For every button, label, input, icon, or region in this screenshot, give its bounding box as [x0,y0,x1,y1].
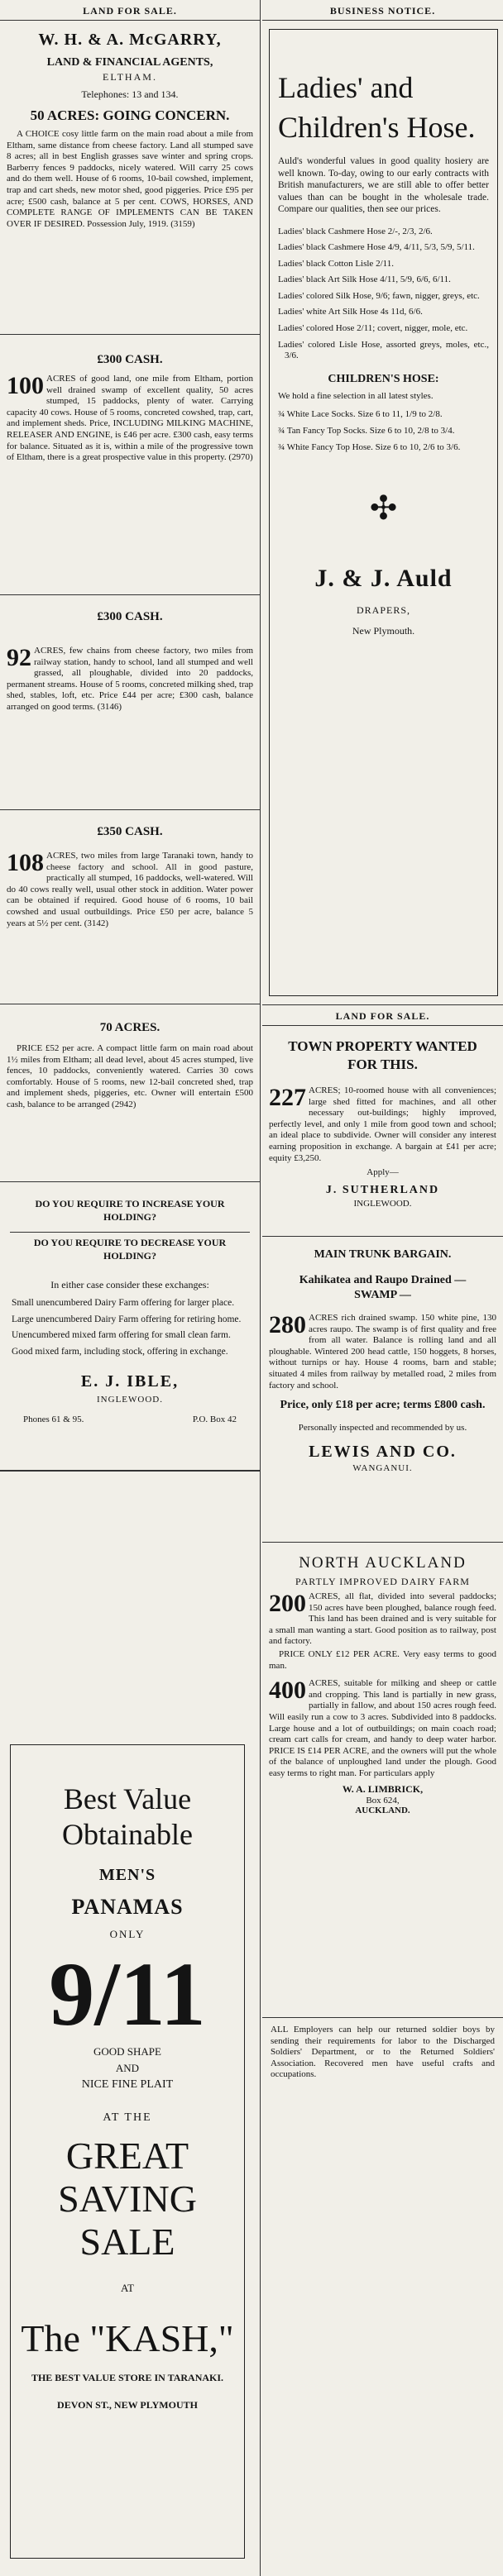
auld-ladies-item: Ladies' colored Hose 2/11; covert, nigger, mole, etc. [278,323,468,334]
ible-box: P.O. Box 42 [192,1414,237,1425]
sutherland-town: INGLEWOOD. [353,1199,412,1209]
ad-heading: 50 ACRES: GOING CONCERN. [30,107,230,123]
kash-great: GREAT [65,2135,189,2177]
lewis-subheading: Kahikatea and Raupo Drained — SWAMP — [299,1274,467,1301]
ad-body: ACRES rich drained swamp. 150 white pine, 130 acres raupo. The swamp is of first quality and free from all water. Balance is rolling land and all ploughable. Wintered 200 head cattle, 150 hoggets, 8 horses, without turnips or hay. House 4 rooms, barn and stable; situated 4 miles from railway by metalled road, 2 miles from factory and school. [269,1313,496,1391]
ad-heading: £300 CASH. [97,353,163,366]
limbrick-box: Box 624, [366,1795,400,1806]
auld-ladies-item: Ladies' black Cotton Lisle 2/11. [278,258,394,269]
kash-best-value: Best Value [63,1782,192,1815]
auld-ladies-item: Ladies' black Art Silk Hose 4/11, 5/9, 6/6, 6/11. [278,274,451,285]
ad-acreage: 100 [7,372,44,399]
lewis-heading: MAIN TRUNK BARGAIN. [314,1248,452,1261]
employers-notice: ALL Employers can help our returned soldier boys by sending their requirements for labor to the Discharged Soldiers' Department, or to the Returned Soldiers' Association. Recovered men have useful crafts and occupations. [271,2025,495,2080]
firm-town: ELTHAM. [103,71,157,83]
kash-mens: MEN'S [98,1866,156,1884]
ible-advert [0,1182,260,1472]
auld-town: New Plymouth. [352,625,415,637]
mcgarry-advert [0,21,260,335]
kash-store-name: The "KASH," [21,2317,234,2359]
advert-70-acres [0,1004,260,1182]
kash-price: 9/11 [49,1944,206,2044]
lewis-price: Price, only £18 per acre; terms £800 cash. [280,1399,486,1412]
ad-acreage: 108 [7,849,44,876]
ornament-icon: ✣ [369,489,398,527]
limbrick-name: W. A. LIMBRICK, [342,1782,424,1795]
kash-good-shape: GOOD SHAPE [93,2045,161,2058]
limbrick-subheading: PARTLY IMPROVED DAIRY FARM [295,1576,470,1587]
auld-ladies-item: Ladies' colored Lisle Hose, assorted greys, moles, etc., 3/6. [278,339,489,361]
ad-acreage: 400 [269,1677,306,1705]
kash-address: DEVON ST., NEW PLYMOUTH [57,2399,198,2411]
auld-hosiery-advert [269,29,498,996]
auld-children-item: ¾ White Lace Socks. Size 6 to 11, 1/9 to 2/8. [278,409,443,420]
auld-children-heading: CHILDREN'S HOSE: [328,372,439,385]
firm-name: W. H. & A. McGARRY, [38,31,222,49]
ible-question-increase: DO YOU REQUIRE TO INCREASE YOUR HOLDING? [35,1198,225,1223]
ible-phones: Phones 61 & 95. [23,1414,84,1425]
ad-body: ACRES of good land, one mile from Eltham, portion well drained swamp of excellent quality, 50 acres stumped, 15 paddocks, plenty of water. Carrying capacity 40 cows. House of 5 rooms, concreted cowshed, trap, cart, and implement sheds. Price, INCLUDING MILKING MACHINE, RELEASER AND ENGINE, is £46 per acre. £300 cash, easy terms for balance. Situated as it is, within a mile of the progressive town of Eltham, there is a great prospective value in this property. (2970) [7,374,253,463]
auld-title-line2: Children's Hose. [278,111,476,144]
auld-children-item: ¾ Tan Fancy Top Socks. Size 6 to 10, 2/8 to 3/4. [278,426,455,436]
ad-body: PRICE £52 per acre. A compact little farm on main road about 1½ miles from Eltham; all dead level, about 45 acres stumped, live fences, 10 paddocks, conveniently watered. Carries 30 cows comfortably. House of 5 rooms, new 12-bail concreted shed, trap and implement sheds, piggeries, etc. Owner will entertain £500 cash, balance to be arranged (2942) [7,1043,253,1109]
kash-saving: SAVING [58,2178,197,2220]
firm-subtitle: LAND & FINANCIAL AGENTS, [46,56,213,69]
advert-300-cash-100-acres [0,335,260,595]
ad-body: ACRES, all flat, divided into several paddocks; 150 acres have been ploughed, balance rough feed. This land has been drained and is very suitable for a small man wanting a start. Good position as to railway, post and factory. [269,1591,496,1647]
auld-children-intro: We hold a fine selection in all latest styles. [278,390,434,401]
kash-advert [10,1744,245,2559]
lewis-note: Personally inspected and recommended by us. [298,1423,467,1433]
auld-name: J. & J. Auld [314,565,453,593]
ad-body: ACRES, few chains from cheese factory, two miles from railway station, handy to school, land all stumped and well grassed, all ploughable, divided into 20 paddocks, permanent streams. House of 5 rooms, concreted milking shed, trap shed, stables, loft, etc. Price £44 per acre; £300 cash, balance arranged on good terms. (3146) [7,646,253,712]
limbrick-town: AUCKLAND. [355,1805,410,1815]
section-header-business-notice: BUSINESS NOTICE. [262,0,503,21]
auld-children-item: ¾ White Fancy Top Hose. Size 6 to 10, 2/6 to 3/6. [278,441,461,452]
firm-telephones: Telephones: 13 and 134. [81,88,179,100]
ible-item: Good mixed farm, including stock, offering in exchange. [12,1346,228,1357]
sutherland-apply: Apply— [366,1167,399,1178]
ad-body: ACRES, two miles from large Taranaki town, handy to cheese factory and school. All in good pasture, practically all stumped, 16 paddocks, well-watered. Will do 40 cows really well, usual other stock in addition. Water power can be obtained if required. Good house of 6 rooms, 10 bail cowshed and usual outbuildings. Price £50 per acre, balance 5 years at 5½ per cent. (3142) [7,851,253,928]
sutherland-heading: TOWN PROPERTY WANTED FOR THIS. [288,1038,477,1072]
advert-300-cash-92-acres [0,595,260,810]
ible-name: E. J. IBLE, [80,1372,180,1391]
column-rule [260,0,261,2576]
sutherland-name: J. SUTHERLAND [325,1184,440,1197]
limbrick-advert [262,1543,503,2018]
auld-ladies-item: Ladies' black Cashmere Hose 4/9, 4/11, 5/3, 5/9, 5/11. [278,242,475,253]
kash-at-the: AT THE [103,2111,152,2124]
ible-town: INGLEWOOD. [97,1395,163,1405]
ad-acreage: 200 [269,1590,306,1617]
limbrick-price: PRICE ONLY £12 PER ACRE. Very easy terms to good man. [269,1648,496,1671]
ad-body: ACRES, suitable for milking and sheep or cattle and cropping. This land is partially in new grass, partially in fallow, and about 150 acres rough feed. Will easily run a cow to 3 acres. Subdivided into 8 paddocks. Large house and a lot of outbuildings; on main coach road; cream cart calls for cream, and handy to deep water harbor. PRICE IS £14 PER ACRE, and the owners will put the whole of the balance of unploughed land under the plough. Good easy terms to right man. For particulars apply [269,1678,496,1778]
kash-and: AND [115,2062,140,2074]
lewis-name: LEWIS AND CO. [309,1443,457,1462]
auld-ladies-item: Ladies' white Art Silk Hose 4s 11d, 6/6. [278,307,423,317]
section-header-land-for-sale: LAND FOR SALE. [0,0,260,21]
ad-heading: £350 CASH. [97,825,163,838]
auld-trade: DRAPERS, [356,604,411,617]
lewis-town: WANGANUI. [352,1463,413,1474]
advert-350-cash-108-acres [0,810,260,1004]
ible-item: Unencumbered mixed farm offering for small clean farm. [12,1330,231,1341]
ad-acreage: 280 [269,1311,306,1338]
kash-panamas: PANAMAS [71,1895,184,1919]
ible-question-decrease: DO YOU REQUIRE TO DECREASE YOUR HOLDING? [10,1232,250,1274]
kash-obtainable: Obtainable [62,1818,193,1851]
limbrick-heading: NORTH AUCKLAND [299,1554,467,1572]
kash-only: ONLY [109,1928,146,1940]
ad-body: ACRES; 10-roomed house with all conveniences; large shed fitted for machines, and all other necessary out-buildings; highly improved, perfectly level, and only 1 mile from good town and school; an ideal place to subdivide. Owner will consider any interest earning proposition in exchange. A bargain at £41 per acre; equity £3,250. [269,1085,496,1163]
ible-item: Small unencumbered Dairy Farm offering for larger place. [12,1298,235,1308]
kash-sale: SALE [79,2221,175,2263]
sutherland-advert [262,1026,503,1237]
auld-ladies-item: Ladies' black Cashmere Hose 2/-, 2/3, 2/6. [278,226,433,236]
ad-body: A CHOICE cosy little farm on the main road about a mile from Eltham, same distance from cheese factory. Land all stumped save 8 acres; all in best English grasses save winter and spring crops. Barberry fences 9 paddocks, nicely watered. Will carry 25 cows and do them well. House of 6 rooms, 10-bail cowshed, implement, trap and cart sheds, new motor shed, good piggeries. Price £95 per acre; £500 cash, balance at 5 per cent. COWS, HORSES, AND COMPLETE RANGE OF IMPLEMENTS CAN BE TAKEN OVER IF DESIRED. Possession July, 1919. (3159) [7,129,253,229]
auld-ladies-item: Ladies' colored Silk Hose, 9/6; fawn, nigger, greys, etc. [278,290,480,301]
kash-nice-fine-plait: NICE FINE PLAIT [81,2078,174,2091]
ad-acreage: 227 [269,1084,306,1111]
ad-heading: £300 CASH. [97,610,163,623]
kash-tagline: THE BEST VALUE STORE IN TARANAKI. [31,2372,224,2383]
auld-title-line1: Ladies' and [278,71,414,104]
ad-heading: 70 ACRES. [99,1021,160,1034]
ible-intro: In either case consider these exchanges: [50,1279,209,1290]
ad-acreage: 92 [7,644,31,671]
section-header-land-for-sale-2: LAND FOR SALE. [262,1004,503,1026]
ible-item: Large unencumbered Dairy Farm offering for retiring home. [12,1314,242,1324]
right-column [262,0,503,2576]
auld-intro: Auld's wonderful values in good quality hosiery are well known. To-day, owing to our early contracts with British manufacturers, we are still able to offer better values than can be bought in the wholesale trade. Compare our qualities, then see our prices. [278,156,489,214]
lewis-advert [262,1237,503,1543]
kash-at: AT [121,2282,134,2294]
